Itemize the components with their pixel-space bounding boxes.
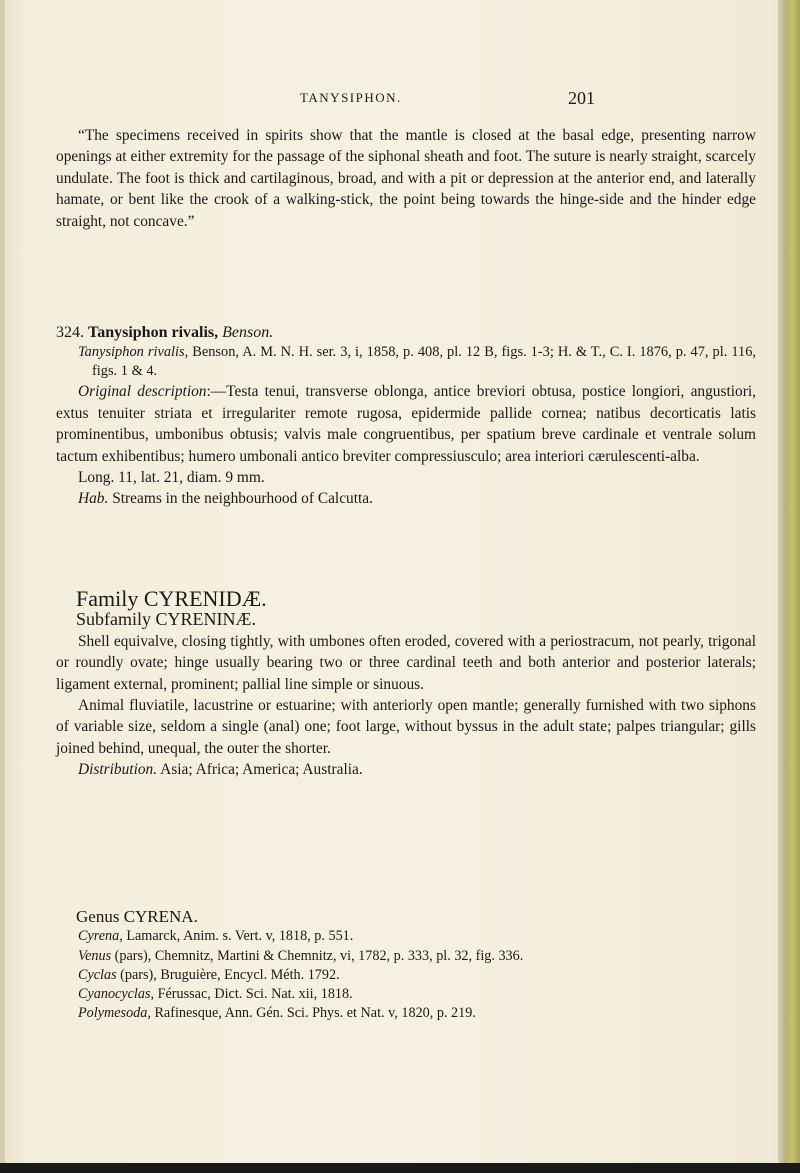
synonym-entry: [56, 947, 756, 966]
synonym-ref: (pars), Chemnitz, Martini & Chemnitz, vi, 1782, p. 333, pl. 32, fig. 336.: [114, 947, 524, 964]
genus-title: Genus CYRENA.: [76, 907, 198, 926]
family-title: Family CYRENIDÆ.: [76, 586, 267, 611]
page-number: 201: [568, 88, 595, 108]
running-head: TANYSIPHON.: [300, 90, 402, 105]
animal-description: Animal fluviatile, lacustrine or estuarine; with anteriorly open mantle; generally furnished with two siphons of variable size, seldom a single (anal) one; foot large, without byssus in the adult state; palpes triangular; gills joined behind, unequal, the outer the shorter.: [56, 697, 756, 757]
synonym-ref: (pars), Bruguière, Encycl. Méth. 1792.: [120, 966, 340, 983]
family-section: [56, 588, 756, 781]
dimensions: Long. 11, lat. 21, diam. 9 mm.: [78, 469, 265, 487]
habitat-label: Hab.: [78, 490, 109, 508]
distribution-text: Asia; Africa; America; Australia.: [160, 761, 363, 779]
synonym-ref: Lamarck, Anim. s. Vert. v, 1818, p. 551.: [126, 928, 354, 945]
description-text: :—Testa tenui, transverse oblonga, antice breviori obtusa, postice longiori, angustiori, extus tenuiter striata et irregulariter remote rugosa, epidermide pallide cornea; natibus decorticatis latis prominentibus, umbonibus obtusis; valvis male congruentibus, per spatium breve cardinale et ventrale solum tactum exhibentibus; humero umbonali antico breviter compressiusculo; area interiori cærulescenti-alba.: [56, 383, 756, 465]
reference-text: Benson, A. M. N. H. ser. 3, i, 1858, p. 408, pl. 12 B, figs. 1-3; H. & T., C. I. 1876, p. 47, pl. 116, figs. 1 & 4.: [92, 344, 756, 380]
quote-block: [56, 125, 756, 232]
scan-bottom-border: [0, 1163, 800, 1173]
habitat: [56, 488, 756, 509]
description-label: Original description: [78, 383, 207, 401]
synonym-entry: [56, 966, 756, 985]
distribution: [56, 759, 756, 780]
synonym-name: Polymesoda,: [78, 1005, 151, 1022]
synonym-name: Cyrena,: [78, 928, 123, 945]
species-heading: [56, 322, 756, 343]
genus-section: [56, 906, 756, 1023]
shell-description: Shell equivalve, closing tightly, with umbones often eroded, covered with a periostracum, not pearly, trigonal or roundly ovate; hinge usually bearing two or three cardinal teeth and both anterior and posterior laterals; ligament external, prominent; pallial line simple or sinuous.: [56, 632, 756, 693]
species-entry: [56, 322, 756, 510]
original-description: [56, 381, 756, 467]
reference-name: Tanysiphon rivalis,: [78, 344, 189, 361]
synonym-entry: [56, 985, 756, 1004]
page-header: [0, 88, 800, 112]
habitat-text: Streams in the neighbourhood of Calcutta.: [112, 490, 373, 508]
synonym-ref: Rafinesque, Ann. Gén. Sci. Phys. et Nat. v, 1820, p. 219.: [154, 1005, 476, 1022]
distribution-label: Distribution.: [78, 761, 158, 779]
species-reference: [56, 343, 756, 381]
quote-paragraph: “The specimens received in spirits show that the mantle is closed at the basal edge, presenting narrow openings at either extremity for the passage of the siphonal sheath and foot. The suture is nearly straight, scarcely undulate. The foot is thick and cartilaginous, broad, and with a pit or depression at the anterior end, and laterally hamate, or bent like the crook of a walking-stick, the point being towards the hinge-side and the hinder edge straight, not concave.”: [56, 127, 756, 230]
species-author: Benson.: [222, 324, 274, 341]
species-number: 324.: [56, 324, 84, 341]
synonym-name: Cyanocyclas,: [78, 986, 155, 1003]
synonym-entry: [56, 927, 756, 946]
synonym-entry: [56, 1004, 756, 1023]
species-name: Tanysiphon rivalis,: [88, 324, 219, 341]
synonym-name: Cyclas: [78, 966, 117, 983]
book-spine-edge: [778, 0, 800, 1173]
synonym-name: Venus: [78, 947, 112, 964]
page-left-edge: [0, 0, 5, 1173]
synonym-ref: Férussac, Dict. Sci. Nat. xii, 1818.: [157, 986, 353, 1003]
subfamily-title: Subfamily CYRENINÆ.: [76, 609, 256, 630]
